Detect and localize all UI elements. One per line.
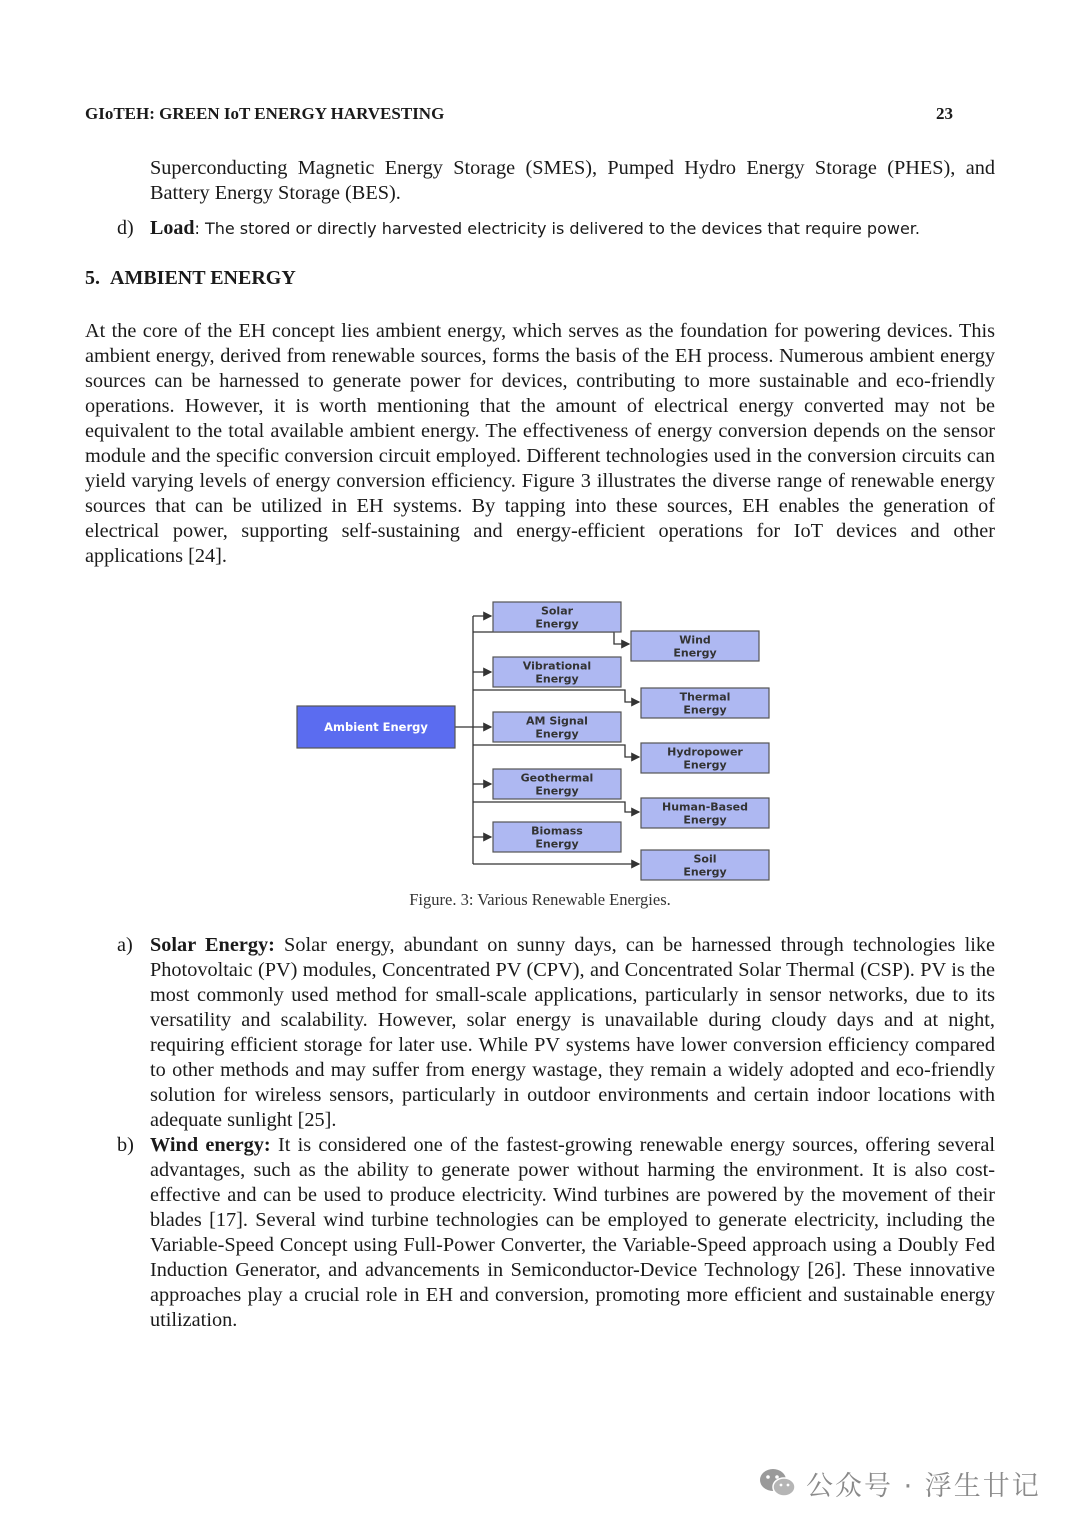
node-am-signal-energy-label: Energy [535, 727, 579, 741]
node-wind-energy-label: Energy [673, 646, 717, 660]
watermark [758, 1462, 1041, 1504]
watermark-text: 公众号 · 浮生廿记 [806, 1470, 1041, 1502]
node-wind-energy-label: Wind [679, 633, 711, 647]
node-solar-energy-label: Solar [540, 604, 574, 618]
node-soil-energy [641, 850, 769, 880]
list-marker: b) [117, 1134, 134, 1156]
section-heading [85, 267, 296, 290]
node-solar-energy-label: Energy [535, 617, 579, 631]
running-header [85, 104, 953, 128]
node-hydropower-energy [641, 743, 769, 773]
node-thermal-energy [641, 688, 769, 718]
node-vibrational-energy-label: Energy [535, 672, 579, 686]
section-number: 5. [85, 267, 100, 289]
node-am-signal-energy [493, 712, 621, 742]
energy-diagram [290, 596, 780, 886]
list-label: Wind energy: [150, 1134, 271, 1156]
node-vibrational-energy-label: Vibrational [522, 659, 592, 673]
node-human-based-energy [641, 798, 769, 828]
node-ambient-energy-label: Ambient Energy [324, 720, 428, 734]
node-human-based-energy-label: Human-Based [661, 800, 749, 814]
figure-caption: Figure. 3: Various Renewable Energies. [409, 890, 671, 909]
section-title: AMBIENT ENERGY [110, 267, 296, 289]
list-marker: d) [117, 217, 134, 239]
list-text: Solar energy, abundant on sunny days, can be harnessed through technologies like Photovoltaic (PV) modules, Concentrated PV (CPV), and Concentrated Solar Thermal (CSP). PV is the most commonly used method for small-scale applications, particularly in sensor networks, due to its versatility and scalability. However, solar energy is unavailable during cloudy days and at night, requiring efficient storage for later use. While PV systems have lower conversion efficiency compared to other methods and may suffer from energy wastage, they remain a widely adopted and eco-friendly solution for wireless sensors, particularly in outdoor environments and certain indoor locations with adequate sunlight [25]. [150, 934, 995, 1131]
node-thermal-energy-label: Energy [683, 703, 727, 717]
node-solar-energy [493, 602, 621, 632]
node-geothermal-energy-label: Geothermal [520, 771, 594, 785]
list-text: : The stored or directly harvested electricity is delivered to the devices that require power. [194, 219, 920, 238]
header-title: GIoTEH: GREEN IoT ENERGY HARVESTING [85, 104, 445, 123]
list-item-body [150, 216, 920, 241]
node-biomass-energy-label: Energy [535, 837, 579, 851]
energy-list [117, 933, 995, 1333]
node-soil-energy-label: Energy [683, 865, 727, 879]
node-geothermal-energy-label: Energy [535, 784, 579, 798]
node-soil-energy-label: Soil [693, 852, 717, 866]
node-human-based-energy-label: Energy [683, 813, 727, 827]
node-hydropower-energy-label: Hydropower [667, 745, 743, 759]
body-paragraph: At the core of the EH concept lies ambient energy, which serves as the foundation for powering devices. This ambient energy, derived from renewable sources, forms the basis of the EH process. Numerous ambient energy sources can be harnessed to generate power for devices, contributing to more sustainable and eco-friendly operations. However, it is worth mentioning that the amount of electrical energy converted may not be equivalent to the total available ambient energy. The effectiveness of energy conversion depends on the sensor module and the specific conversion circuit employed. Different technologies used in the conversion circuits can yield varying levels of energy conversion efficiency. Figure 3 illustrates the diverse range of renewable energy sources that can be utilized in EH systems. By tapping into these sources, EH enables the generation of electrical power, supporting self-sustaining and energy-efficient operations for IoT devices and other applications [24]. [85, 320, 995, 567]
node-biomass-energy-label: Biomass [531, 824, 583, 838]
node-vibrational-energy [493, 657, 621, 687]
list-marker: a) [117, 934, 133, 956]
list-item-wind [117, 1133, 995, 1333]
node-wind-energy [631, 631, 759, 661]
node-am-signal-energy-label: AM Signal [526, 714, 588, 728]
list-text: It is considered one of the fastest-growing renewable energy sources, offering several advantages, such as the ability to generate power without harming the environment. It is also cost-effective and can be used to produce electricity. Wind turbines are powered by the movement of their blades [17]. Several wind turbine technologies can be employed to generate electricity, including the Variable-Speed Concept using Full-Power Converter, the Variable-Speed approach using a Doubly Fed Induction Generator, and advancements in Semiconductor-Device Technology [26]. These innovative approaches play a crucial role in EH and conversion, promoting more efficient and sustainable energy utilization. [150, 1134, 996, 1331]
node-hydropower-energy-label: Energy [683, 758, 727, 772]
list-item-solar [117, 933, 995, 1133]
node-biomass-energy [493, 822, 621, 852]
list-label: Solar Energy: [150, 934, 275, 956]
wechat-icon [758, 1466, 798, 1500]
node-geothermal-energy [493, 769, 621, 799]
page-number: 23 [936, 104, 953, 123]
continuation-text: Superconducting Magnetic Energy Storage (SMES), Pumped Hydro Energy Storage (PHES), and Battery Energy Storage (BES). [150, 157, 995, 204]
node-ambient-energy [297, 706, 455, 748]
list-label: Load [150, 217, 195, 239]
node-thermal-energy-label: Thermal [679, 690, 731, 704]
